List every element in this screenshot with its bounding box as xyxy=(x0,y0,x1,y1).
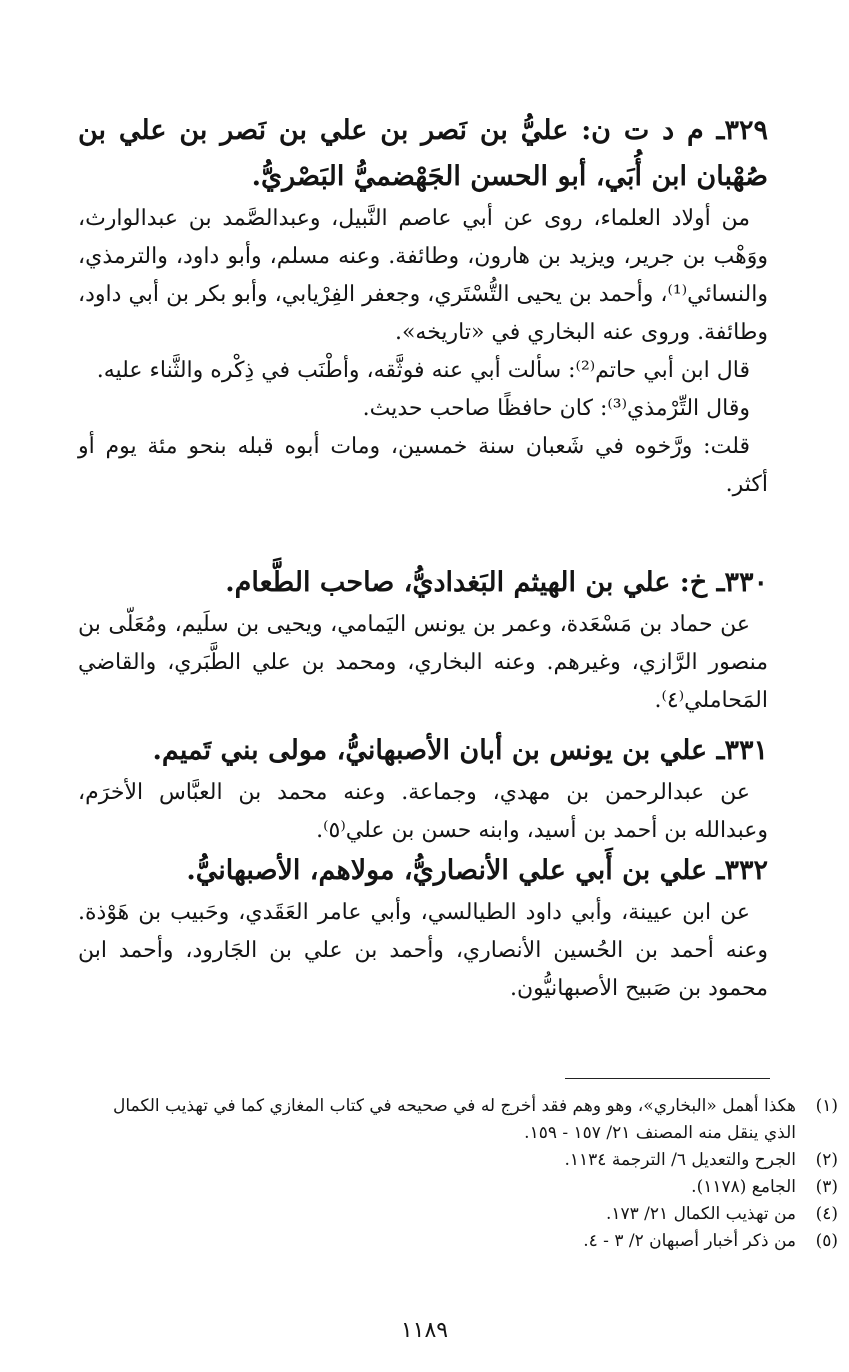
footnote-mark: (٢) xyxy=(815,1150,838,1170)
entry-title: ٣٣٠ـ خ: علي بن الهيثم البَغداديُّ، صاحب الطَّعام. xyxy=(225,567,768,598)
footnote-5 xyxy=(78,1228,838,1255)
entry-paragraph: عن حماد بن مَسْعَدة، وعمر بن يونس اليَمامي، ويحيى بن سلَيم، ومُعَلّى بن منصور الرَّازي، وغيرهم. وعنه البخاري، ومحمد بن علي الطَّبَري، والقاضي المَحاملي⁽٤⁾. xyxy=(78,612,768,713)
entry-title: ٣٣٢ـ علي بن أَبي علي الأنصاريُّ، مولاهم، الأصبهانيُّ. xyxy=(186,855,768,886)
entry-330 xyxy=(78,560,768,720)
entry-331 xyxy=(78,728,768,850)
entry-title: ٣٣١ـ علي بن يونس بن أبان الأصبهانيُّ، مولى بني تَميم. xyxy=(152,735,768,766)
footnote-4 xyxy=(78,1201,838,1228)
footnote-mark: (٥) xyxy=(815,1231,838,1251)
footnote-separator xyxy=(565,1078,770,1079)
footnote-3 xyxy=(78,1174,838,1201)
entry-title: ٣٢٩ـ م د ت ن: عليُّ بن نَصر بن علي بن نَصر بن علي بن صُهْبان ابن أُبَي، أبو الحسن الجَهْضميُّ البَصْريُّ. xyxy=(78,115,768,192)
footnote-mark: (٣) xyxy=(815,1177,838,1197)
entry-paragraph: قال ابن أبي حاتم⁽²⁾: سألت أبي عنه فوثَّقه، وأطْنَب في ذِكْره والثَّناء عليه. xyxy=(96,358,750,383)
entry-paragraph: عن عبدالرحمن بن مهدي، وجماعة. وعنه محمد بن العبَّاس الأخرَم، وعبدالله بن أحمد بن أسيد، وابنه حسن بن علي⁽٥⁾. xyxy=(78,780,768,843)
footnote-text: من ذكر أخبار أصبهان ٢/ ٣ - ٤. xyxy=(583,1231,796,1251)
footnote-text: من تهذيب الكمال ٢١/ ١٧٣. xyxy=(605,1204,796,1224)
footnote-text: الجامع (١١٧٨). xyxy=(691,1177,796,1197)
footnote-2 xyxy=(78,1147,838,1174)
entry-paragraph: قلت: ورَّخوه في شَعبان سنة خمسين، ومات أبوه قبله بنحو مئة يوم أو أكثر. xyxy=(78,434,768,497)
footnote-mark: (٤) xyxy=(815,1204,838,1224)
entry-329 xyxy=(78,108,768,504)
footnote-text: الجرح والتعديل ٦/ الترجمة ١١٣٤. xyxy=(564,1150,796,1170)
entry-paragraph: من أولاد العلماء، روى عن أبي عاصم النَّبيل، وعبدالصَّمد بن عبدالوارث، ووَهْب بن جرير، ويزيد بن هارون، وطائفة. وعنه مسلم، وأبو داود، والترمذي، والنسائي⁽¹⁾، وأحمد بن يحيى التُّسْتَري، وجعفر الفِرْيابي، وأبو بكر بن أبي داود، وطائفة. وروى عنه البخاري في «تاريخه». xyxy=(78,206,768,345)
entry-paragraph: عن ابن عيينة، وأبي داود الطيالسي، وأبي عامر العَقَدي، وحَبيب بن هَوْذة. وعنه أحمد بن الحُسين الأنصاري، وأحمد بن علي بن الجَارود، وأحمد ابن محمود بن صَبيح الأصبهانيُّون. xyxy=(78,900,768,1001)
footnote-text: هكذا أهمل «البخاري»، وهو وهم فقد أخرج له في صحيحه في كتاب المغازي كما في تهذيب الكمال الذي ينقل منه المصنف ٢١/ ١٥٧ - ١٥٩. xyxy=(112,1096,796,1143)
entry-paragraph: وقال التِّرْمذي⁽³⁾: كان حافظًا صاحب حديث. xyxy=(362,396,750,421)
entry-332 xyxy=(78,848,768,1008)
footnotes xyxy=(78,1093,838,1255)
footnote-1 xyxy=(78,1093,838,1147)
footnote-mark: (١) xyxy=(815,1096,838,1116)
page-number: ١١٨٩ xyxy=(400,1318,449,1343)
